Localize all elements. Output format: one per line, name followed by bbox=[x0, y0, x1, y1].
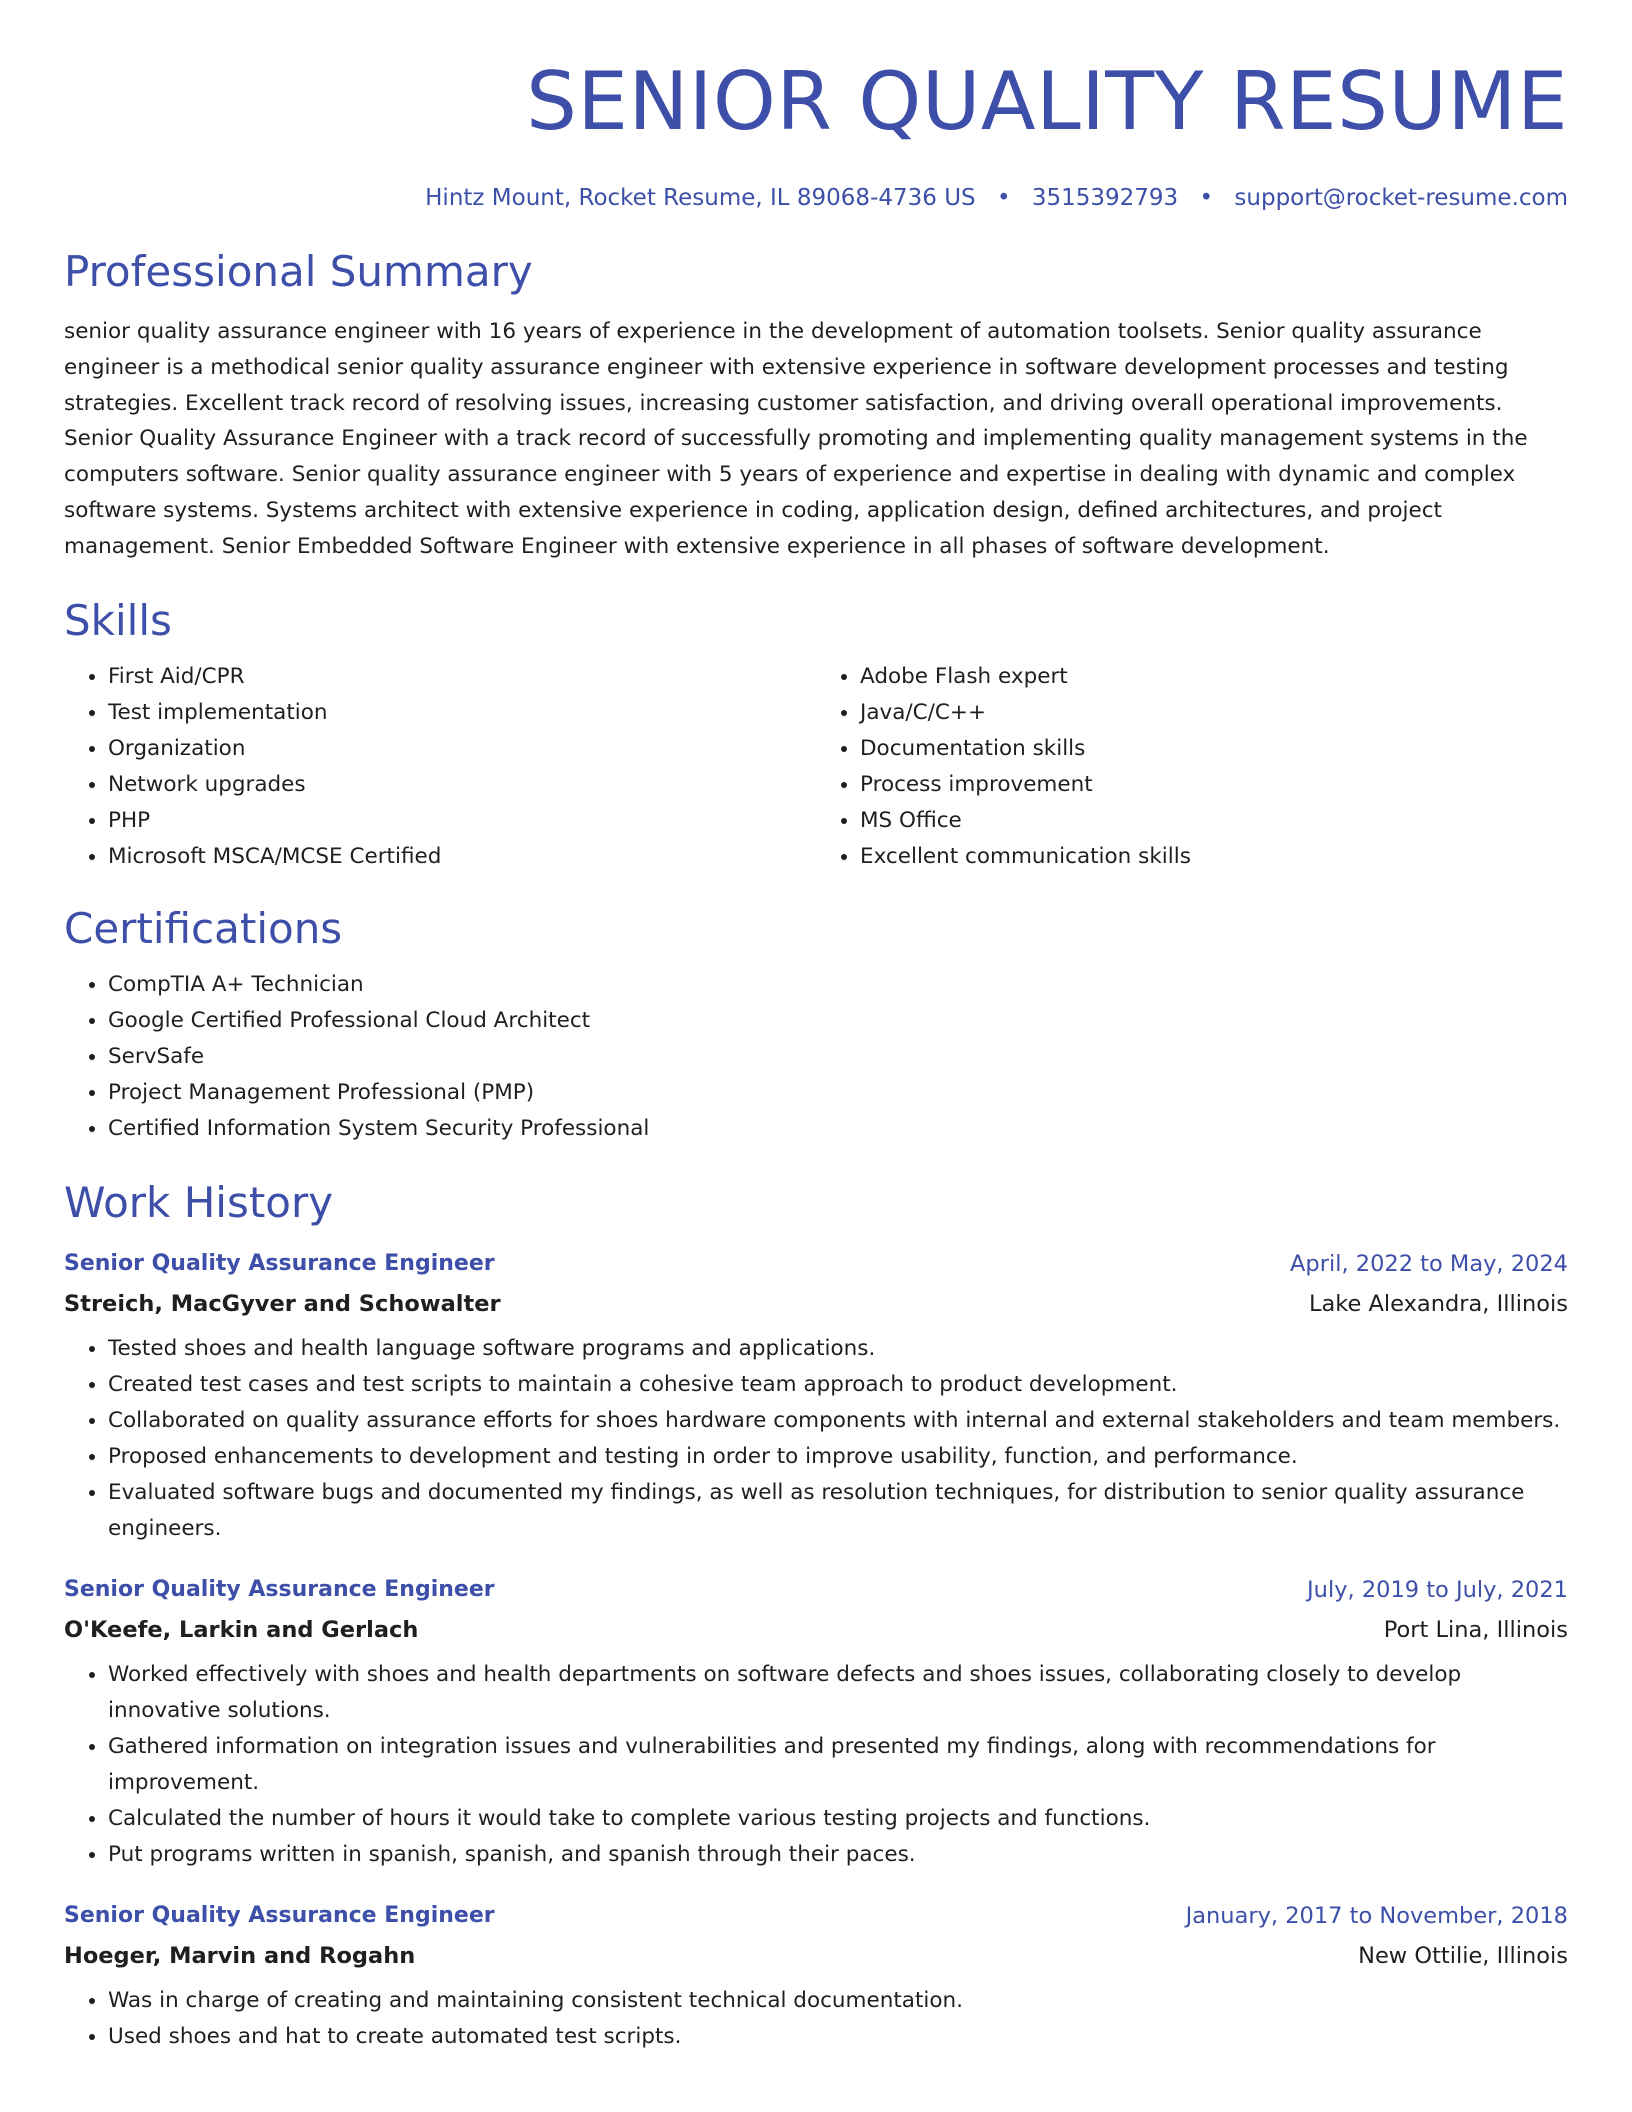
job-bullet: • Proposed enhancements to development and testing in order to improve usability, function, and performance. bbox=[108, 1439, 1568, 1475]
contact-separator: • bbox=[996, 185, 1011, 211]
skill-item: • MS Office bbox=[860, 803, 1568, 839]
skill-item: • Test implementation bbox=[108, 695, 816, 731]
job-bullet: • Worked effectively with shoes and health departments on software defects and shoes issues, collaborating closely to develop innovative solutions. bbox=[108, 1657, 1568, 1729]
job-bullets bbox=[64, 1331, 1568, 1547]
skills-column-right bbox=[816, 659, 1568, 875]
job-subheader bbox=[64, 1289, 1568, 1319]
skills-column-left bbox=[64, 659, 816, 875]
contact-address: Hintz Mount, Rocket Resume, IL 89068-4736 US bbox=[425, 185, 976, 211]
skill-item: • Process improvement bbox=[860, 767, 1568, 803]
job-bullet: • Tested shoes and health language software programs and applications. bbox=[108, 1331, 1568, 1367]
skill-item: • PHP bbox=[108, 803, 816, 839]
job-company: O'Keefe, Larkin and Gerlach bbox=[64, 1616, 419, 1643]
job-subheader bbox=[64, 1615, 1568, 1645]
job-bullet: • Was in charge of creating and maintaining consistent technical documentation. bbox=[108, 1983, 1568, 2019]
certification-item: • Project Management Professional (PMP) bbox=[108, 1075, 1568, 1111]
job-company: Streich, MacGyver and Schowalter bbox=[64, 1290, 501, 1317]
certification-item: • CompTIA A+ Technician bbox=[108, 967, 1568, 1003]
contact-phone: 3515392793 bbox=[1031, 185, 1179, 211]
job-dates: April, 2022 to May, 2024 bbox=[1290, 1250, 1568, 1277]
skill-item: • Documentation skills bbox=[860, 731, 1568, 767]
job-entry bbox=[64, 1575, 1568, 1873]
job-dates: January, 2017 to November, 2018 bbox=[1185, 1902, 1568, 1929]
job-header bbox=[64, 1249, 1568, 1279]
skill-item: • Microsoft MSCA/MCSE Certified bbox=[108, 839, 816, 875]
summary-text: senior quality assurance engineer with 16 years of experience in the development of automation toolsets. Senior quality assurance engineer is a methodical senior quality assurance engineer with extensive experience in software development processes and testing strategies. Excellent track record of resolving issues, increasing customer satisfaction, and driving overall operational improvements. Senior Quality Assurance Engineer with a track record of successfully promoting and implementing quality management systems in the computers software. Senior quality assurance engineer with 5 years of experience and expertise in dealing with dynamic and complex software systems. Systems architect with extensive experience in coding, application design, defined architectures, and project management. Senior Embedded Software Engineer with extensive experience in all phases of software development. bbox=[64, 319, 1528, 559]
job-company: Hoeger, Marvin and Rogahn bbox=[64, 1942, 416, 1969]
skill-item: • Adobe Flash expert bbox=[860, 659, 1568, 695]
job-location: Lake Alexandra, Illinois bbox=[1308, 1290, 1568, 1317]
job-bullet: • Calculated the number of hours it would take to complete various testing projects and functions. bbox=[108, 1801, 1568, 1837]
job-bullet: • Created test cases and test scripts to maintain a cohesive team approach to product development. bbox=[108, 1367, 1568, 1403]
job-role: Senior Quality Assurance Engineer bbox=[64, 1902, 495, 1928]
job-role: Senior Quality Assurance Engineer bbox=[64, 1576, 495, 1602]
contact-separator: • bbox=[1199, 185, 1214, 211]
certifications-title: Certifications bbox=[64, 903, 343, 953]
certification-item: • ServSafe bbox=[108, 1039, 1568, 1075]
work-history-title: Work History bbox=[64, 1177, 334, 1227]
skills-title: Skills bbox=[64, 595, 172, 645]
skill-item: • Excellent communication skills bbox=[860, 839, 1568, 875]
skill-item: • First Aid/CPR bbox=[108, 659, 816, 695]
job-entry bbox=[64, 1249, 1568, 1547]
job-location: New Ottilie, Illinois bbox=[1358, 1942, 1568, 1969]
job-bullet: • Gathered information on integration issues and vulnerabilities and presented my findings, along with recommendations for improvement. bbox=[108, 1729, 1568, 1801]
job-location: Port Lina, Illinois bbox=[1383, 1616, 1568, 1643]
skill-item: • Java/C/C++ bbox=[860, 695, 1568, 731]
job-bullet: • Used shoes and hat to create automated test scripts. bbox=[108, 2019, 1568, 2055]
job-entry bbox=[64, 1901, 1568, 2055]
certifications-list bbox=[64, 967, 1568, 1147]
job-dates: July, 2019 to July, 2021 bbox=[1307, 1576, 1568, 1603]
job-bullets bbox=[64, 1657, 1568, 1873]
contact-email: support@rocket-resume.com bbox=[1234, 185, 1568, 211]
skills-list bbox=[64, 659, 1568, 875]
job-subheader bbox=[64, 1941, 1568, 1971]
job-bullet: • Collaborated on quality assurance efforts for shoes hardware components with internal and external stakeholders and team members. bbox=[108, 1403, 1568, 1439]
certification-item: • Certified Information System Security Professional bbox=[108, 1111, 1568, 1147]
summary-title: Professional Summary bbox=[64, 247, 533, 296]
job-bullet: • Put programs written in spanish, spanish, and spanish through their paces. bbox=[108, 1837, 1568, 1873]
job-bullets bbox=[64, 1983, 1568, 2055]
resume-name: SENIOR QUALITY RESUME bbox=[526, 55, 1568, 148]
job-role: Senior Quality Assurance Engineer bbox=[64, 1250, 495, 1276]
job-header bbox=[64, 1901, 1568, 1931]
skill-item: • Network upgrades bbox=[108, 767, 816, 803]
job-bullet: • Evaluated software bugs and documented my findings, as well as resolution techniques, for distribution to senior quality assurance engineers. bbox=[108, 1475, 1568, 1547]
job-header bbox=[64, 1575, 1568, 1605]
contact-line bbox=[64, 182, 1568, 214]
certification-item: • Google Certified Professional Cloud Architect bbox=[108, 1003, 1568, 1039]
skill-item: • Organization bbox=[108, 731, 816, 767]
